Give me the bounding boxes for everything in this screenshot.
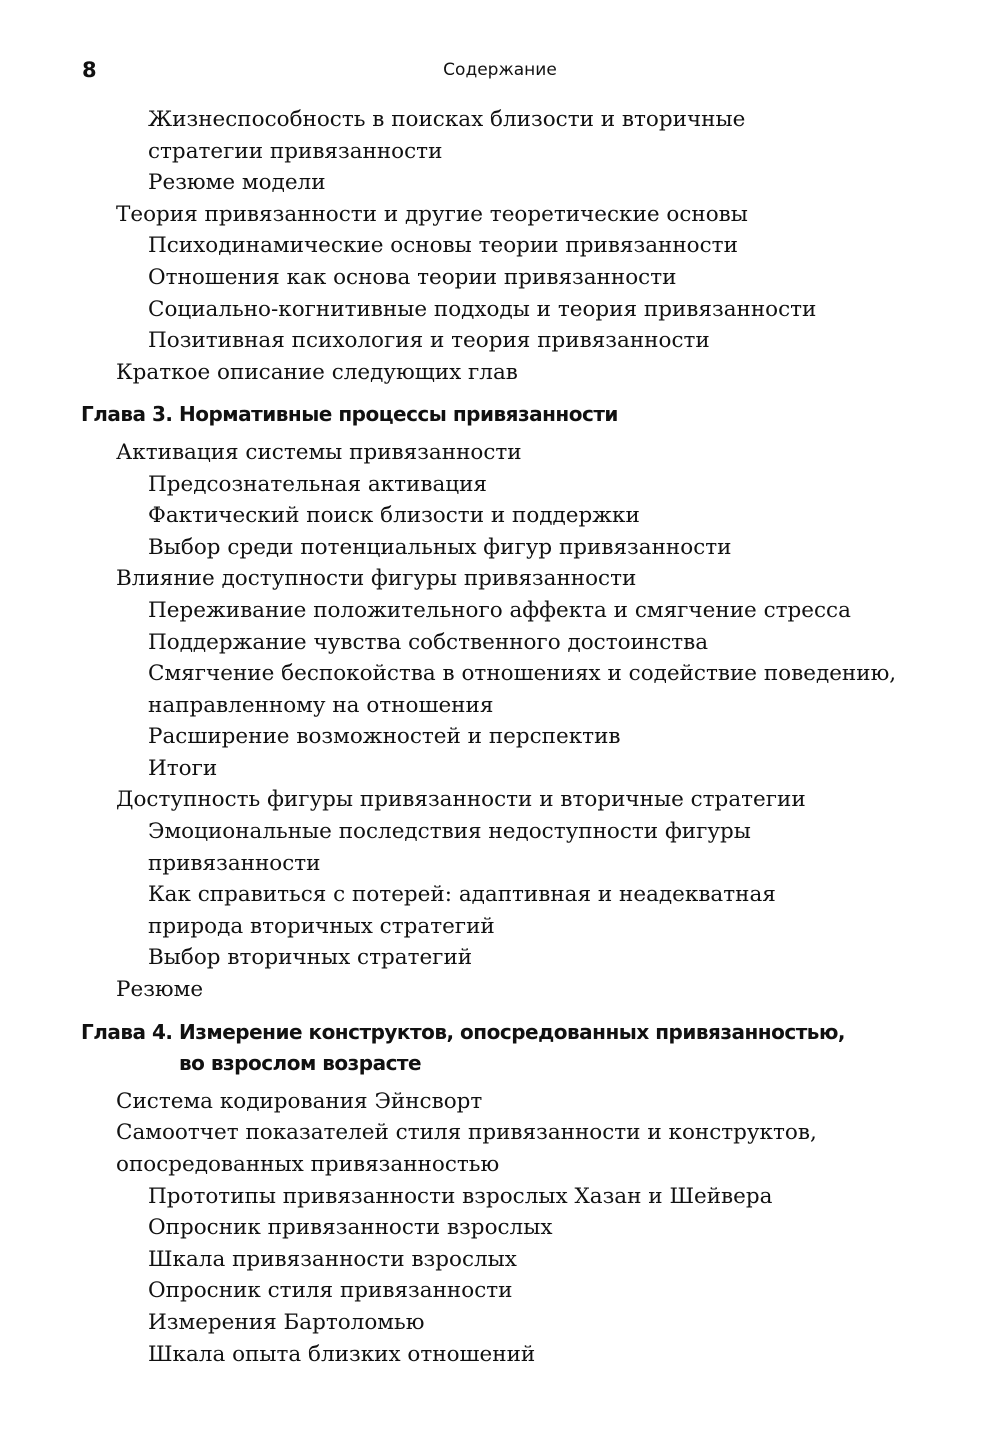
table-of-contents	[0, 104, 1000, 1370]
toc-entry-title-line: Расширение возможностей и перспектив	[148, 724, 621, 750]
toc-entry-title-line: Переживание положительного аффекта и смягчение стресса	[148, 597, 851, 623]
toc-entry-title-line: Измерения Бартоломью	[148, 1309, 425, 1335]
toc-entry-title-line: Глава 3. Нормативные процессы привязанности	[81, 402, 618, 427]
toc-entry-title-line: Шкала привязанности взрослых	[148, 1246, 517, 1272]
toc-entry-title-line: Отношения как основа теории привязанности	[148, 264, 677, 290]
toc-entry-title-line: во взрослом возрасте	[179, 1051, 422, 1076]
toc-entry-title-line: Поддержание чувства собственного достоинства	[148, 629, 709, 655]
toc-entry-title-line: Опросник привязанности взрослых	[148, 1215, 553, 1241]
toc-entry-title-line: Влияние доступности фигуры привязанности	[116, 566, 637, 592]
toc-entry-title-line: Активация системы привязанности	[116, 439, 522, 465]
toc-entry-title-line: Резюме	[116, 977, 204, 1003]
page-number: 8	[82, 58, 97, 82]
toc-entry-title-line: Фактический поиск близости и поддержки	[148, 503, 640, 529]
toc-entry-title-line: Теория привязанности и другие теоретические основы	[116, 201, 748, 227]
toc-entry-title-line: Выбор среди потенциальных фигур привязанности	[148, 534, 732, 560]
toc-entry-title-line: Шкала опыта близких отношений	[148, 1341, 536, 1367]
toc-entry-title-line: Доступность фигуры привязанности и вторичные стратегии	[116, 787, 806, 813]
toc-entry-title-line: Жизнеспособность в поисках близости и вторичные	[148, 107, 746, 132]
toc-entry-title-line: Предсознательная активация	[148, 471, 487, 497]
toc-entry-title-line: Резюме модели	[148, 170, 326, 196]
running-title: Содержание	[443, 60, 557, 80]
toc-entry-title-line: Эмоциональные последствия недоступности фигуры	[148, 819, 751, 845]
toc-entry-title-line: Как справиться с потерей: адаптивная и неадекватная	[148, 882, 776, 908]
toc-entry-title-line: Система кодирования Эйнсворт	[116, 1088, 483, 1114]
toc-entry-title-line: направленному на отношения	[148, 692, 494, 718]
toc-subsection-entry[interactable]	[0, 1339, 1000, 1371]
toc-entry-title-line: опосредованных привязанностью	[116, 1152, 500, 1177]
toc-entry-title-line: привязанности	[148, 850, 321, 876]
toc-entry-title-line: Психодинамические основы теории привязанности	[148, 233, 738, 259]
toc-entry-title-line: Социально-когнитивные подходы и теория привязанности	[148, 296, 817, 322]
toc-entry-title-line: Итоги	[148, 755, 218, 781]
toc-entry-title-line: Самоотчет показателей стиля привязанности и конструктов,	[116, 1120, 817, 1146]
toc-entry-title-line: Выбор вторичных стратегий	[148, 945, 473, 971]
toc-entry-title-line: природа вторичных стратегий	[148, 913, 495, 939]
toc-entry-title-line: Прототипы привязанности взрослых Хазан и Шейвера	[148, 1183, 773, 1209]
toc-entry-title-line: стратегии привязанности	[148, 138, 443, 164]
toc-entry-title-line: Опросник стиля привязанности	[148, 1278, 513, 1304]
toc-entry-title-line: Краткое описание следующих глав	[116, 359, 518, 385]
toc-entry-title-line: Позитивная психология и теория привязанности	[148, 328, 710, 354]
toc-entry-title-line: Глава 4. Измерение конструктов, опосредованных привязанностью,	[81, 1019, 845, 1044]
toc-entry-title-line: Смягчение беспокойства в отношениях и содействие поведению,	[148, 661, 897, 687]
